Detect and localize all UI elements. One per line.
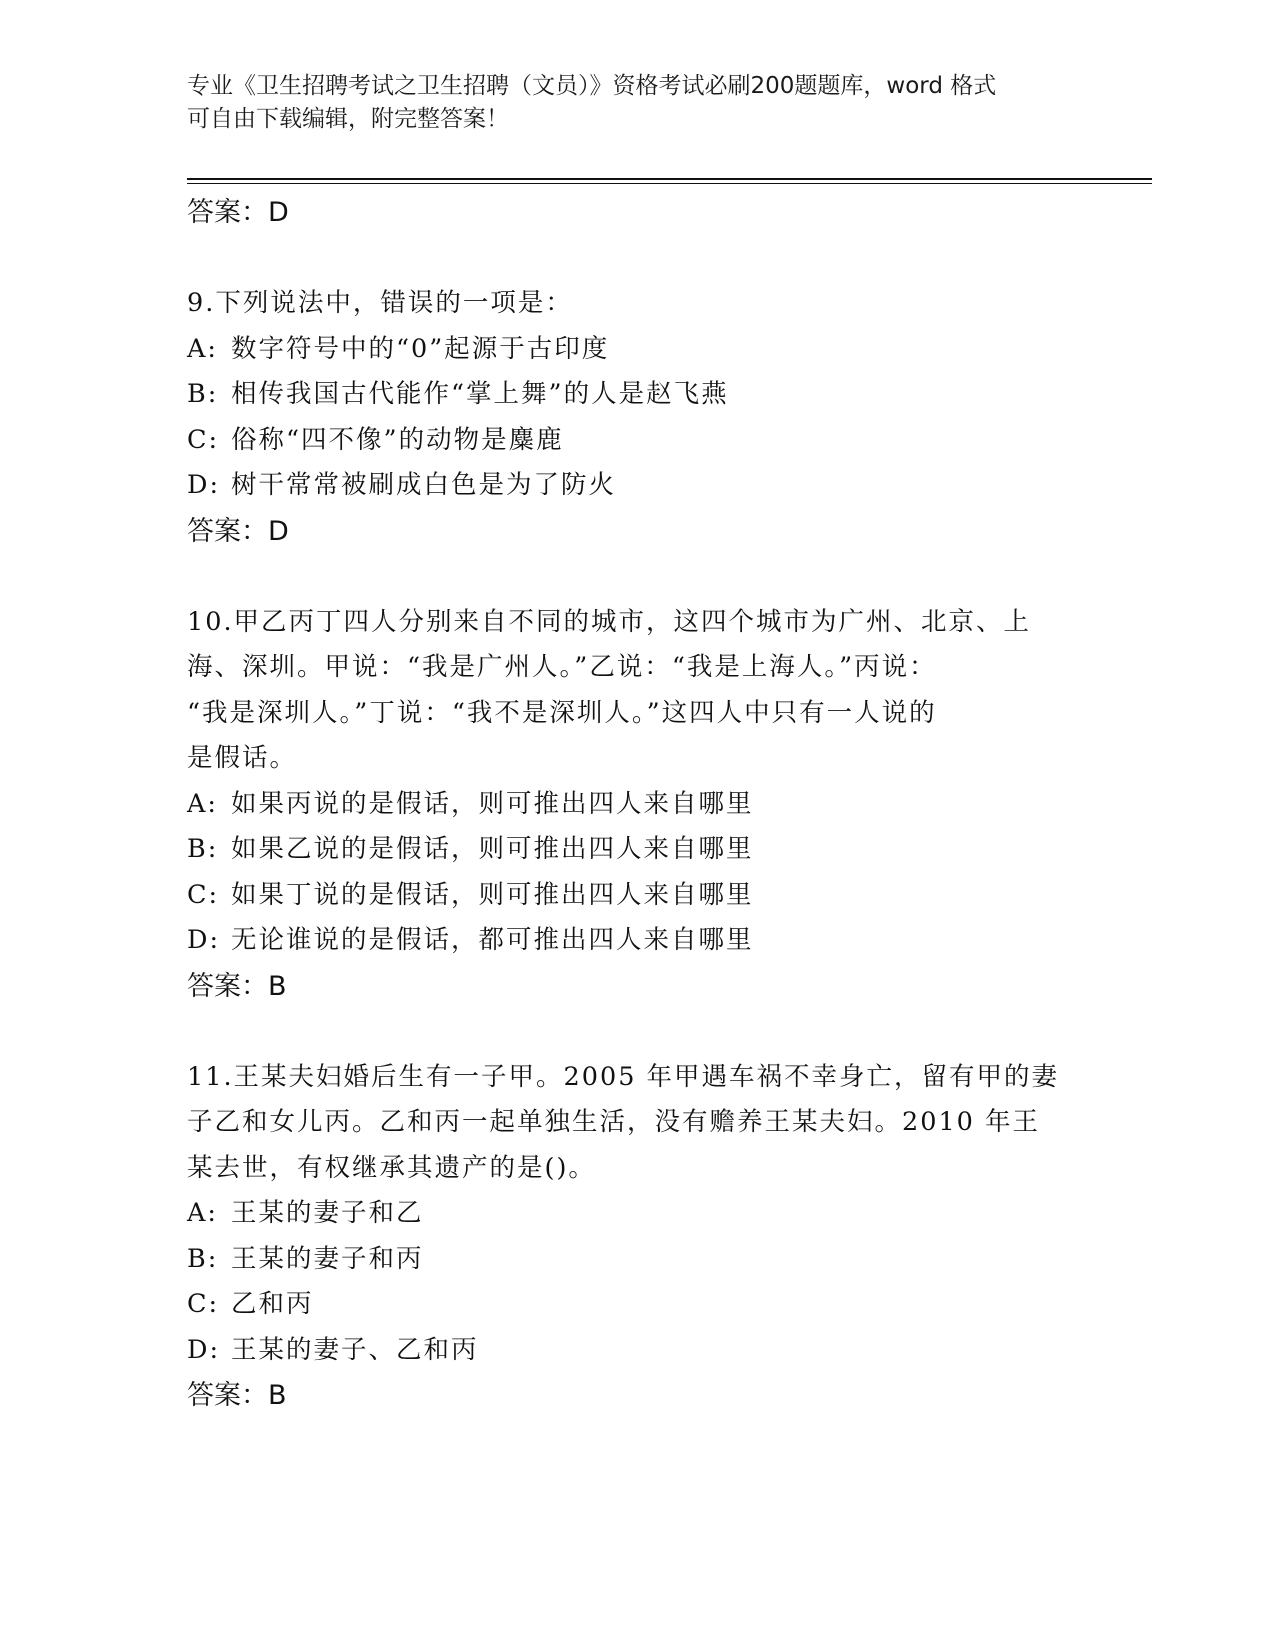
- option-letter: D:: [187, 470, 221, 500]
- header-line: 专业《卫生招聘考试之卫生招聘（文员）》资格考试必刷200题题库，word 格式: [187, 73, 997, 99]
- question-text: 海、深圳。甲说：“我是广州人。”乙说：“我是上海人。”丙说：: [187, 652, 937, 682]
- question-text: 是假话。: [187, 743, 298, 773]
- option-a: [187, 782, 1087, 828]
- option-text: 相传我国古代能作“掌上舞”的人是赵飞燕: [231, 379, 729, 409]
- option-c: [187, 1282, 1087, 1328]
- option-b: [187, 372, 1087, 418]
- header-divider-thin: [187, 183, 1152, 184]
- option-text: 树干常常被刷成白色是为了防火: [231, 470, 617, 500]
- question-11: [187, 1055, 1087, 1419]
- option-text: 王某的妻子、乙和丙: [231, 1334, 479, 1365]
- answer-line: 答案：D: [187, 197, 289, 228]
- option-letter: B:: [187, 1243, 219, 1274]
- option-text: 数字符号中的“0”起源于古印度: [231, 333, 610, 364]
- option-letter: C:: [187, 424, 220, 455]
- option-d: [187, 918, 1087, 964]
- option-letter: A:: [187, 788, 219, 819]
- question-text: “我是深圳人。”丁说：“我不是深圳人。”这四人中只有一人说的: [187, 697, 937, 728]
- answer-line: 答案：D: [187, 515, 289, 547]
- option-b: [187, 1237, 1087, 1283]
- question-text: 9.下列说法中，错误的一项是：: [187, 288, 573, 318]
- header-divider-thick: [187, 178, 1152, 180]
- option-text: 如果丁说的是假话，则可推出四人来自哪里: [231, 879, 754, 910]
- question-9: [187, 281, 1087, 554]
- option-letter: D:: [187, 1334, 221, 1365]
- option-a: [187, 327, 1087, 373]
- option-letter: B:: [187, 379, 219, 409]
- option-a: [187, 1191, 1087, 1237]
- option-d: [187, 463, 1087, 509]
- option-text: 王某的妻子和丙: [231, 1243, 424, 1274]
- option-text: 如果乙说的是假话，则可推出四人来自哪里: [231, 834, 754, 864]
- option-text: 俗称“四不像”的动物是麋鹿: [231, 424, 564, 455]
- option-d: [187, 1328, 1087, 1374]
- question-text: 11.王某夫妇婚后生有一子甲。2005 年甲遇车祸不幸身亡，留有甲的妻: [187, 1061, 1060, 1092]
- option-c: [187, 873, 1087, 919]
- document-body: [187, 190, 1087, 1418]
- option-letter: D:: [187, 925, 221, 955]
- question-text: 10.甲乙丙丁四人分别来自不同的城市，这四个城市为广州、北京、上: [187, 606, 1032, 637]
- document-header: [187, 70, 1067, 136]
- option-letter: C:: [187, 879, 220, 910]
- option-text: 如果丙说的是假话，则可推出四人来自哪里: [231, 788, 754, 819]
- option-letter: C:: [187, 1289, 220, 1319]
- option-letter: A:: [187, 1198, 219, 1228]
- option-b: [187, 827, 1087, 873]
- option-text: 王某的妻子和乙: [231, 1198, 424, 1228]
- option-letter: B:: [187, 834, 219, 864]
- question-10: [187, 600, 1087, 1009]
- option-text: 乙和丙: [231, 1289, 314, 1319]
- question-text: 子乙和女儿丙。乙和丙一起单独生活，没有赡养王某夫妇。2010 年王: [187, 1107, 1041, 1137]
- option-c: [187, 418, 1087, 464]
- header-line: 可自由下载编辑，附完整答案！: [187, 106, 509, 132]
- answer-line: 答案：B: [187, 970, 287, 1002]
- option-text: 无论谁说的是假话，都可推出四人来自哪里: [231, 925, 754, 955]
- question-text: 某去世，有权继承其遗产的是()。: [187, 1152, 596, 1183]
- answer-line: 答案：B: [187, 1380, 287, 1411]
- option-letter: A:: [187, 333, 219, 364]
